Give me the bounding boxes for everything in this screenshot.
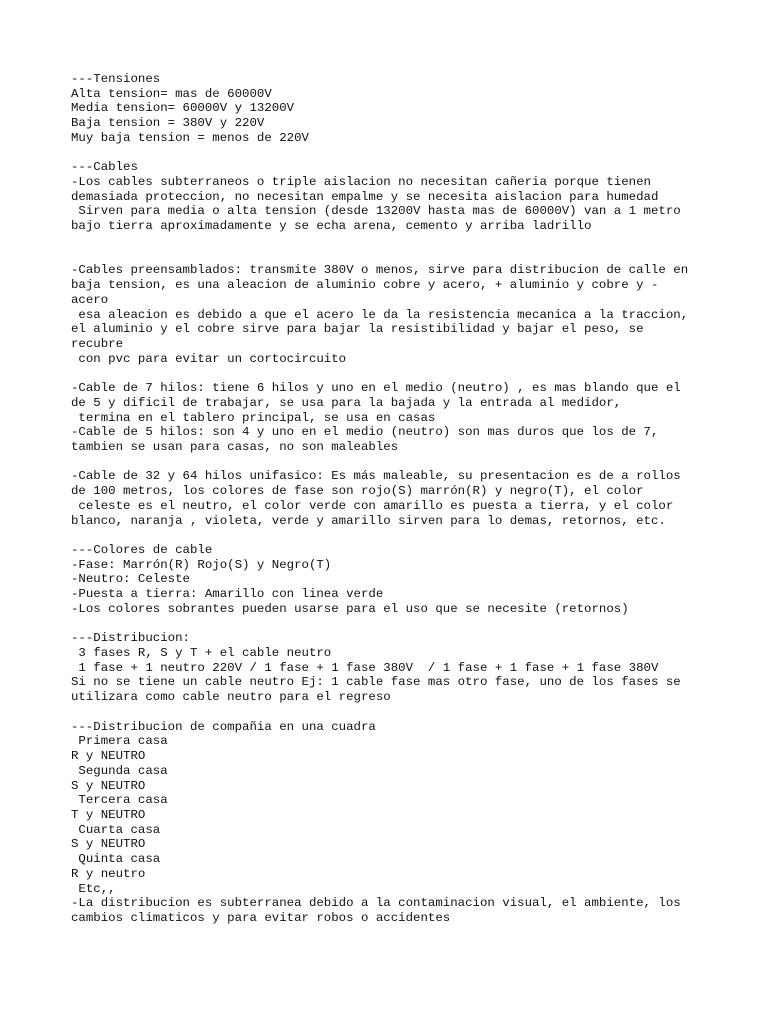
document-line: R y NEUTRO	[71, 749, 146, 764]
document-line: Tercera casa	[71, 793, 168, 808]
document-line: blanco, naranja , violeta, verde y amarillo sirven para lo demas, retornos, etc.	[71, 513, 666, 528]
document-line	[71, 455, 711, 470]
document-line: ---Tensiones	[71, 72, 161, 86]
document-line: -Cables preensamblados: transmite 380V o menos, sirve para distribucion de calle en	[71, 263, 689, 278]
document-line: bajo tierra aproximadamente y se echa arena, cemento y arriba ladrillo	[71, 219, 592, 234]
document-line: con pvc para evitar un cortocircuito	[71, 351, 347, 366]
document-line: T y NEUTRO	[71, 807, 146, 822]
document-line: cambios climaticos y para evitar robos o accidentes	[71, 910, 451, 925]
document-line: -Cable de 32 y 64 hilos unifasico: Es más maleable, su presentacion es de a rollos	[71, 469, 681, 484]
document-line: Si no se tiene un cable neutro Ej: 1 cable fase mas otro fase, uno de los fases se	[71, 675, 681, 690]
document-line: acero	[71, 292, 109, 307]
document-line: tambien se usan para casas, no son maleables	[71, 439, 399, 454]
document-line: S y NEUTRO	[71, 778, 146, 793]
document-line: -Puesta a tierra: Amarillo con linea verde	[71, 587, 384, 602]
document-line: el aluminio y el cobre sirve para bajar la resistibilidad y bajar el peso, se	[71, 322, 644, 337]
document-line: -Los colores sobrantes pueden usarse para el uso que se necesite (retornos)	[71, 601, 629, 616]
document-line: de 100 metros, los colores de fase son rojo(S) marrón(R) y negro(T), el color	[71, 484, 644, 499]
document-line: Muy baja tension = menos de 220V	[71, 130, 309, 145]
document-line: Segunda casa	[71, 763, 168, 778]
document-line	[71, 234, 711, 249]
document-line: -Cable de 5 hilos: son 4 y uno en el medio (neutro) son mas duros que los de 7,	[71, 425, 659, 440]
document-line: -Fase: Marrón(R) Rojo(S) y Negro(T)	[71, 557, 332, 572]
document-line	[71, 366, 711, 381]
document-line: -Los cables subterraneos o triple aislacion no necesitan cañeria porque tienen	[71, 175, 651, 190]
document-line: baja tension, es una aleacion de aluminio cobre y acero, + aluminio y cobre y -	[71, 278, 659, 293]
document-line: Etc,,	[71, 881, 116, 896]
document-line	[71, 705, 711, 720]
document-line: de 5 y dificil de trabajar, se usa para la bajada y la entrada al medidor,	[71, 395, 622, 410]
document-line: recubre	[71, 336, 124, 351]
document-line: Alta tension= mas de 60000V	[71, 86, 272, 101]
document-line: celeste es el neutro, el color verde con amarillo es puesta a tierra, y el color	[71, 498, 674, 513]
document-line	[71, 249, 711, 264]
document-line	[71, 617, 711, 632]
document-line: Sirven para media o alta tension (desde 13200V hasta mas de 60000V) van a 1 metro	[71, 204, 681, 219]
document-line: 1 fase + 1 neutro 220V / 1 fase + 1 fase 380V / 1 fase + 1 fase + 1 fase 380V	[71, 660, 659, 675]
document-line: Quinta casa	[71, 852, 161, 867]
document-line: -Neutro: Celeste	[71, 572, 190, 587]
document-line: ---Colores de cable	[71, 543, 213, 557]
document-line: Media tension= 60000V y 13200V	[71, 101, 295, 116]
document-line: ---Distribucion:	[71, 631, 190, 646]
document-line: R y neutro	[71, 866, 146, 881]
document-line: demasiada proteccion, no necesitan empalme y se necesita aislacion para humedad	[71, 189, 659, 204]
document-line: 3 fases R, S y T + el cable neutro	[71, 646, 332, 661]
document-line: utilizara como cable neutro para el regreso	[71, 690, 391, 705]
document-body	[71, 72, 711, 926]
document-line: -Cable de 7 hilos: tiene 6 hilos y uno en el medio (neutro) , es mas blando que el	[71, 381, 681, 396]
document-line: Cuarta casa	[71, 822, 161, 837]
document-line: ---Cables	[71, 160, 138, 175]
document-line	[71, 146, 711, 161]
document-line: termina en el tablero principal, se usa en casas	[71, 410, 436, 425]
document-line: -La distribucion es subterranea debido a la contaminacion visual, el ambiente, los	[71, 896, 681, 911]
document-line	[71, 528, 711, 543]
document-line: Baja tension = 380V y 220V	[71, 116, 265, 131]
document-line: Primera casa	[71, 734, 168, 749]
document-line: S y NEUTRO	[71, 837, 146, 852]
document-line: ---Distribucion de compañia en una cuadra	[71, 719, 376, 734]
document-line: esa aleacion es debido a que el acero le da la resistencia mecanica a la traccion,	[71, 307, 689, 322]
